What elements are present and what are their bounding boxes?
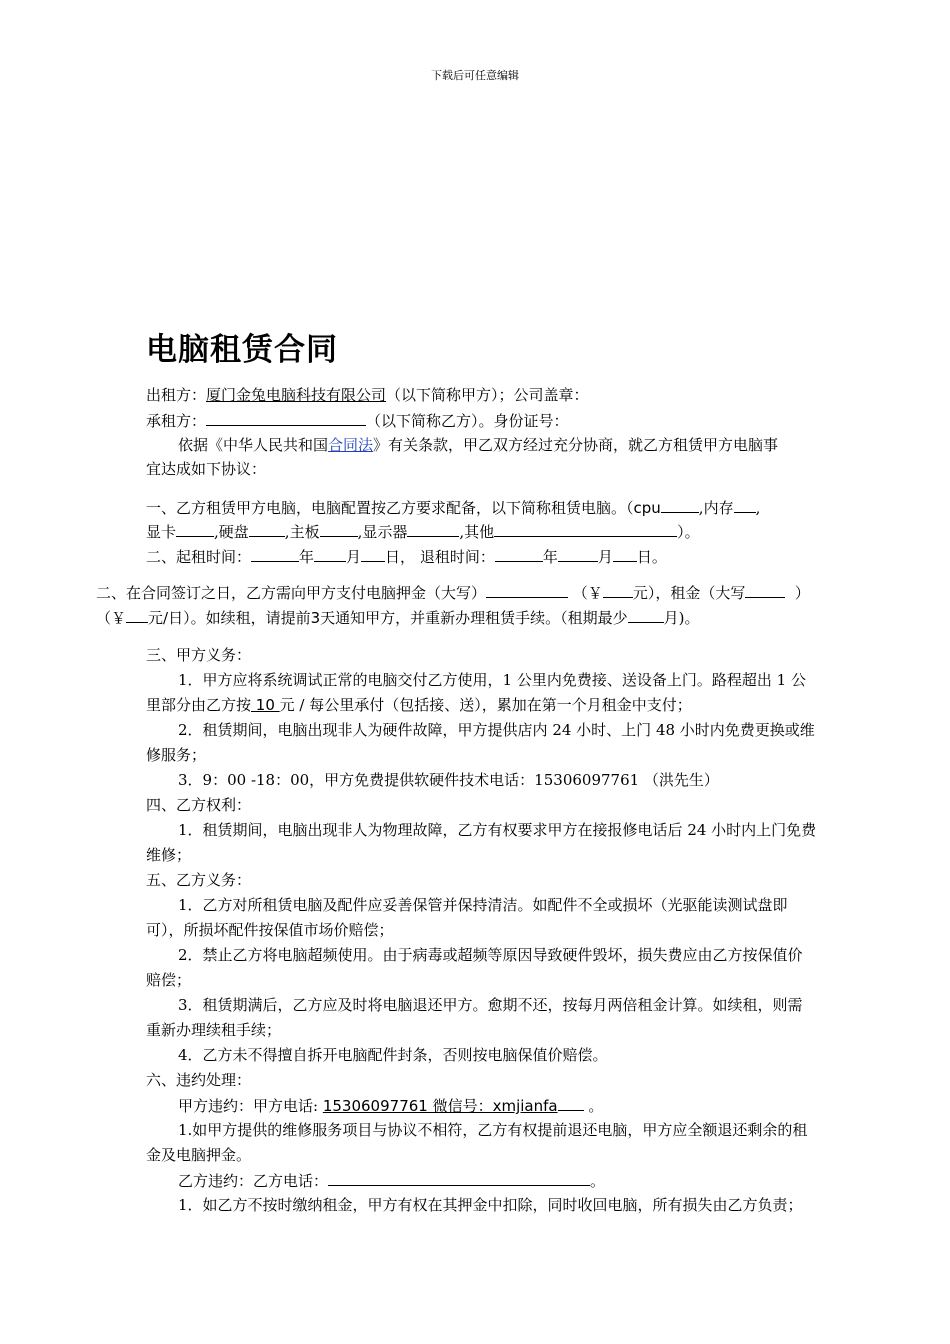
clause1-line-2	[146, 521, 700, 542]
lessor-label: 出租方：	[146, 386, 207, 404]
rent-amount-blank	[745, 582, 785, 598]
start-year-blank	[251, 546, 299, 562]
page-header-note: 下载后可任意编辑	[431, 69, 519, 82]
daily-rent-blank	[126, 607, 148, 623]
contract-law-link[interactable]: 合同法	[328, 436, 374, 454]
cpu-label: cpu	[633, 499, 661, 517]
fee-text-post: 元 / 每公里承付（包括接、送），累加在第一个月租金中支付；	[279, 696, 692, 714]
memory-blank	[734, 497, 756, 513]
board-blank	[320, 521, 358, 537]
deposit-yuan-blank	[603, 582, 633, 598]
clause5-item1-line1: 1．乙方对所租赁电脑及配件应妥善保管并保持清洁。如配件不全或损坏（光驱能读测试盘即	[178, 896, 788, 914]
return-day-blank	[613, 546, 637, 562]
cpu-blank	[661, 497, 699, 513]
clause5-item2-line2: 赔偿；	[146, 971, 192, 989]
clause3-item2-line1: 2．租赁期间，电脑出现非人为硬件故障，甲方提供店内 24 小时、上门 48 小时内免费更换或维	[178, 721, 815, 739]
other-label: ,其他	[459, 523, 495, 541]
clause3-item3: 3．9：00 -18：00，甲方免费提供软硬件技术电话：15306097761 （洪先生）	[178, 771, 719, 789]
monitor-label: ,显示器	[357, 523, 408, 541]
basis-line-1	[178, 435, 778, 455]
partyB-line-end: 。	[590, 1172, 606, 1190]
partyA-contact-trailing-blank	[558, 1095, 584, 1111]
clause5-heading: 五、乙方义务：	[146, 871, 252, 889]
lessor-company: 厦门金兔电脑科技有限公司	[206, 386, 387, 404]
disk-label: ,硬盘	[214, 523, 249, 541]
return-time-label: 退租时间：	[419, 548, 495, 566]
return-month-blank	[558, 546, 598, 562]
start-month-label: 月	[346, 548, 362, 566]
clause5-item4: 4．乙方未不得擅自拆开电脑配件封条，否则按电脑保值价赔偿。	[178, 1046, 608, 1064]
partyA-contact: 15306097761 微信号：xmjianfa	[322, 1097, 558, 1115]
partyB-phone-blank	[328, 1170, 590, 1186]
basis-line-2: 宜达成如下协议：	[146, 460, 267, 478]
lessor-line	[146, 385, 589, 405]
start-month-blank	[314, 546, 346, 562]
document-title: 电脑租赁合同	[146, 332, 338, 368]
clause4-item1-line2: 维修；	[146, 846, 192, 864]
clause1-line-1	[146, 497, 760, 518]
partyB-item1: 1．如乙方不按时缴纳租金，甲方有权在其押金中扣除，同时收回电脑，所有损失由乙方负责；	[178, 1196, 803, 1214]
lessee-name-blank	[206, 410, 366, 426]
return-day-label: 日。	[636, 548, 667, 566]
start-day-blank	[361, 546, 385, 562]
basis-pre: 依据《中华人民共和国	[178, 436, 329, 454]
daily-rent-open: （￥	[96, 609, 127, 627]
lessee-label: 承租方：	[146, 412, 207, 430]
rent-label: 元），租金（大写	[632, 584, 746, 602]
rent-close: ）	[794, 584, 810, 602]
clause2-line	[146, 546, 667, 567]
start-day-label: 日，	[385, 548, 416, 566]
clause5-item3-line1: 3．租赁期满后，乙方应及时将电脑退还甲方。愈期不还，按每月两倍租金计算。如续租，则需	[178, 996, 803, 1014]
board-label: ,主板	[284, 523, 320, 541]
clause6-heading: 六、违约处理：	[146, 1071, 252, 1089]
daily-rent-text: 元/日）。如续租，请提前	[148, 609, 311, 627]
per-km-fee: 10	[251, 696, 280, 714]
min-months-blank	[628, 607, 664, 623]
deposit-text: 二、在合同签订之日，乙方需向甲方支付电脑押金（大写）	[96, 584, 487, 602]
partyA-line-end: 。	[588, 1097, 604, 1115]
memory-label: ,内存	[698, 499, 734, 517]
clause5-item1-line2: 可），所损坏配件按保值市场价赔偿；	[146, 921, 394, 939]
return-month-label: 月	[597, 548, 613, 566]
clause5-item3-line2: 重新办理续租手续；	[146, 1021, 282, 1039]
partyA-breach-line	[178, 1095, 603, 1116]
clause3-heading: 三、甲方义务：	[146, 646, 252, 664]
clause4-heading: 四、乙方权利：	[146, 796, 252, 814]
partyA-item1-line1: 1.如甲方提供的维修服务项目与协议不相符，乙方有权提前退还电脑，甲方应全额退还剩余的租	[178, 1121, 808, 1139]
partyB-phone-label: 乙方违约：乙方电话：	[178, 1172, 329, 1190]
disk-blank	[249, 521, 285, 537]
clause4-item1-line1: 1．租赁期间，电脑出现非人为物理故障，乙方有权要求甲方在接报修电话后 24 小时内上门免费	[178, 821, 817, 839]
clause1-comma: ,	[755, 499, 761, 517]
deposit-yuan-open: （￥	[572, 584, 603, 602]
min-months-close: 月)。	[663, 609, 700, 627]
lessee-suffix: （以下简称乙方）。身份证号：	[366, 412, 569, 430]
start-time-label: 二、起租时间：	[146, 548, 252, 566]
partyA-phone-label: 甲方违约：甲方电话:	[178, 1097, 319, 1115]
deposit-line-2	[96, 607, 700, 628]
deposit-amount-blank	[486, 582, 568, 598]
lessor-suffix: （以下简称甲方）；公司盖章：	[386, 386, 589, 404]
start-year-label: 年	[299, 548, 315, 566]
gpu-blank	[176, 521, 214, 537]
return-year-label: 年	[542, 548, 558, 566]
fee-text-pre: 里部分由乙方按	[146, 696, 252, 714]
clause1-text: 一、乙方租赁甲方电脑，电脑配置按乙方要求配备，以下简称租赁电脑。（	[146, 499, 634, 517]
monitor-blank	[407, 521, 459, 537]
other-blank	[494, 521, 677, 537]
partyB-breach-line	[178, 1170, 605, 1191]
renewal-text: 天通知甲方，并重新办理租赁手续。（租期最少	[320, 609, 628, 627]
lessee-line	[146, 410, 569, 431]
return-year-blank	[495, 546, 543, 562]
gpu-label: 显卡	[146, 523, 177, 541]
clause5-item2-line1: 2．禁止乙方将电脑超频使用。由于病毒或超频等原因导致硬件毁坏，损失费应由乙方按保值价	[178, 946, 803, 964]
deposit-line-1	[96, 582, 810, 603]
clause3-item2-line2: 修服务；	[146, 746, 207, 764]
clause3-item1-line2	[146, 695, 692, 715]
basis-post: 》有关条款，甲乙双方经过充分协商，就乙方租赁甲方电脑事	[373, 436, 779, 454]
clause1-close: ）。	[677, 523, 700, 541]
notice-days: 3	[310, 609, 321, 627]
clause3-item1-line1: 1．甲方应将系统调试正常的电脑交付乙方使用，1 公里内免费接、送设备上门。路程超出 1 公	[178, 671, 806, 689]
partyA-item1-line2: 金及电脑押金。	[146, 1146, 252, 1164]
